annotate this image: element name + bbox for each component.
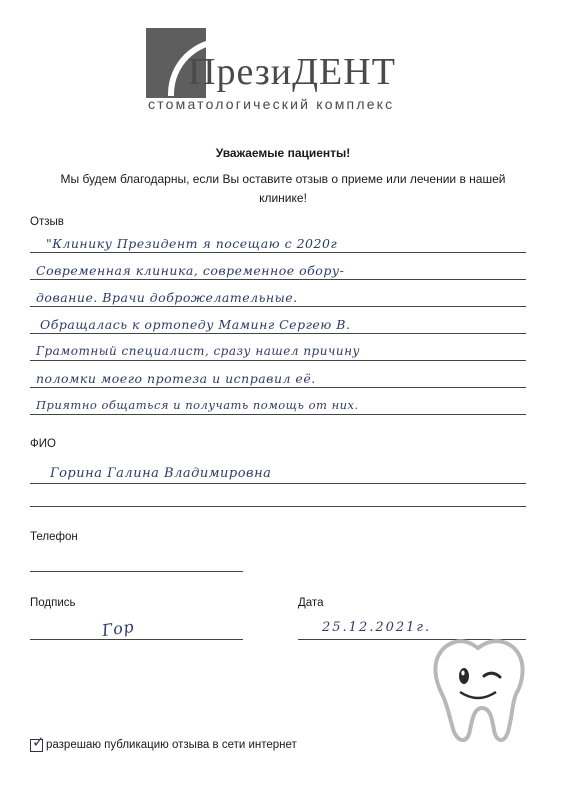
review-line-3	[30, 306, 526, 307]
review-text-line: Современная клиника, современное обору-	[36, 263, 345, 278]
intro-text: Мы будем благодарны, если Вы оставите отзыв о приеме или лечении в нашей клинике!	[60, 172, 506, 205]
review-line-2	[30, 279, 526, 280]
review-line-5	[30, 360, 526, 361]
logo-subtitle: стоматологический комплекс	[148, 96, 395, 112]
date-value[interactable]: 25.12.2021г.	[322, 620, 432, 635]
review-text-line: "Клинику Президент я посещаю с 2020г	[46, 236, 338, 251]
logo-title: ПрезиДЕНТ	[188, 51, 396, 93]
date-label: Дата	[298, 597, 324, 609]
review-text-line: Грамотный специалист, сразу нашел причину	[36, 344, 361, 358]
greeting-heading: Уважаемые пациенты!	[215, 146, 351, 160]
signature-value[interactable]: Гор	[100, 616, 136, 641]
review-text-line: поломки моего протеза и исправил её.	[36, 371, 316, 386]
review-line-6	[30, 387, 526, 388]
tooth-mascot-icon	[424, 632, 532, 748]
fio-value[interactable]: Горина Галина Владимировна	[50, 466, 272, 481]
signature-label: Подпись	[30, 597, 76, 609]
fio-label: ФИО	[30, 438, 56, 450]
review-line-4	[30, 333, 526, 334]
phone-line	[30, 571, 243, 572]
consent-label: разрешаю публикацию отзыва в сети интернет	[46, 739, 297, 751]
phone-label: Телефон	[30, 531, 78, 543]
fio-line-1	[30, 483, 526, 484]
review-text-line: Обращалась к ортопеду Маминг Сергею В.	[40, 317, 351, 332]
review-line-1	[30, 252, 526, 253]
review-label: Отзыв	[30, 216, 64, 228]
review-text-line: дование. Врачи доброжелательные.	[36, 290, 298, 305]
signature-line	[30, 639, 243, 640]
checkbox-icon: ✓	[32, 734, 45, 751]
review-line-7	[30, 414, 526, 415]
fio-line-2	[30, 506, 526, 507]
review-text-line: Приятно общаться и получать помощь от них.	[36, 398, 359, 412]
